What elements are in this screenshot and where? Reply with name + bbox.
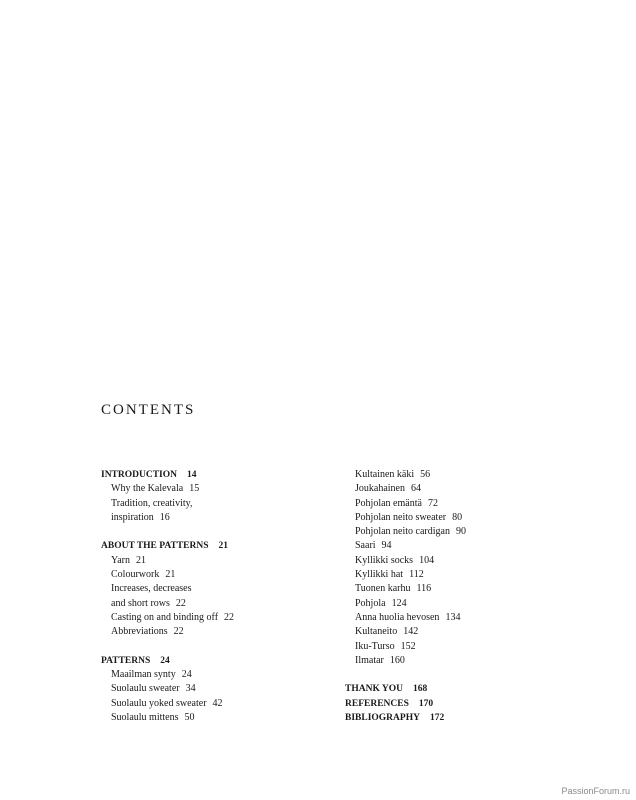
toc-page-number: 21 <box>218 541 229 552</box>
toc-label: Suolaulu sweater <box>111 683 180 695</box>
toc-label: and short rows <box>111 597 170 609</box>
toc-label: Yarn <box>111 554 130 566</box>
watermark: PassionForum.ru <box>561 786 630 796</box>
toc-label: Anna huolia hevosen <box>355 611 440 623</box>
toc-entry <box>345 611 575 625</box>
toc-page-number: 56 <box>420 469 431 480</box>
toc-label: Pohjola <box>355 597 386 609</box>
toc-section <box>345 697 575 711</box>
toc-label: Saari <box>355 540 376 552</box>
toc-page-number: 112 <box>409 569 424 581</box>
toc-page-number: 24 <box>181 669 192 681</box>
toc-page-number: 24 <box>160 655 170 666</box>
page-title: CONTENTS <box>101 402 196 418</box>
toc-label: INTRODUCTION <box>101 470 178 480</box>
toc-label: THANK YOU <box>345 684 403 695</box>
toc-label: BIBLIOGRAPHY <box>345 713 420 724</box>
toc-page-number: 22 <box>173 626 184 638</box>
toc-entry <box>345 568 575 582</box>
toc-page-number: 34 <box>185 683 196 695</box>
toc-label: REFERENCES <box>345 698 409 709</box>
toc-label: Suolaulu mittens <box>111 712 179 724</box>
toc-label: Joukahainen <box>355 483 405 495</box>
toc-label: PATTERNS <box>101 655 151 666</box>
toc-page-number: 72 <box>427 497 438 509</box>
toc-entry <box>345 525 575 539</box>
toc-entry <box>101 668 331 682</box>
toc-page-number: 22 <box>224 611 235 623</box>
toc-section <box>345 682 575 696</box>
toc-entry <box>101 582 331 596</box>
toc-page-number: 21 <box>165 569 176 581</box>
toc-label: Pohjolan neito sweater <box>355 511 447 523</box>
toc-page-number: 104 <box>419 554 435 566</box>
toc-label: Ilmatar <box>355 654 384 666</box>
toc-entry <box>101 697 331 711</box>
toc-right-column <box>345 468 575 725</box>
toc-entry <box>101 497 331 511</box>
toc-page-number: 134 <box>445 611 461 623</box>
toc-entry <box>101 554 331 568</box>
toc-entry <box>101 568 331 582</box>
toc-label: Kultainen käki <box>355 469 415 480</box>
toc-page-number: 170 <box>418 698 434 709</box>
toc-entry <box>345 539 575 553</box>
toc-label: Kyllikki socks <box>355 554 414 566</box>
toc-page-number: 152 <box>400 640 416 652</box>
toc-label: Increases, decreases <box>111 583 192 595</box>
toc-page-number: 22 <box>175 597 186 609</box>
toc-section <box>101 539 331 553</box>
toc-page-number: 142 <box>403 626 419 638</box>
toc-entry <box>101 682 331 696</box>
toc-entry <box>345 597 575 611</box>
toc-page-number: 90 <box>455 526 466 538</box>
toc-left-column <box>101 468 331 725</box>
toc-entry <box>345 468 575 482</box>
toc-page-number: 160 <box>389 654 405 666</box>
toc-label: Tuonen karhu <box>355 583 411 595</box>
toc-page-number: 116 <box>416 583 432 595</box>
toc-page-number: 42 <box>212 697 223 709</box>
toc-page-number: 14 <box>187 470 197 480</box>
toc-entry <box>101 511 331 525</box>
toc-label: inspiration <box>111 511 154 523</box>
toc-label: Pohjolan emäntä <box>355 497 422 509</box>
toc-page-number: 16 <box>159 511 170 523</box>
toc-entry <box>345 511 575 525</box>
toc-entry <box>101 611 331 625</box>
toc-entry <box>101 625 331 639</box>
toc-page-number: 94 <box>381 540 392 552</box>
toc-entry <box>345 640 575 654</box>
toc-entry <box>345 582 575 596</box>
toc-page-number: 21 <box>136 554 146 566</box>
toc-entry <box>345 625 575 639</box>
toc-section <box>101 468 331 482</box>
toc-label: Kultaneito <box>355 626 398 638</box>
toc-page-number: 124 <box>391 597 407 609</box>
toc-label: Iku-Turso <box>355 640 395 652</box>
toc-label: Pohjolan neito cardigan <box>355 526 450 538</box>
toc-page-number: 64 <box>411 483 421 495</box>
toc-label: Why the Kalevala <box>111 483 184 495</box>
toc-entry <box>345 554 575 568</box>
toc-label: Tradition, creativity, <box>111 497 193 509</box>
toc-entry <box>345 482 575 496</box>
toc-page-number: 80 <box>452 511 463 523</box>
toc-section <box>345 711 575 725</box>
toc-entry <box>345 654 575 668</box>
toc-label: Maailman synty <box>111 669 176 681</box>
toc-label: Abbreviations <box>111 626 168 638</box>
toc-page-number: 15 <box>189 483 200 495</box>
toc-page-number: 172 <box>429 713 445 724</box>
toc-entry <box>345 497 575 511</box>
toc-entry <box>101 597 331 611</box>
toc-label: ABOUT THE PATTERNS <box>101 541 209 552</box>
toc-label: Colourwork <box>111 569 160 581</box>
toc-label: Casting on and binding off <box>111 611 219 623</box>
toc-label: Kyllikki hat <box>355 569 404 581</box>
toc-page-number: 50 <box>184 712 195 724</box>
toc-page-number: 168 <box>412 684 428 695</box>
toc-section <box>101 654 331 668</box>
toc-label: Suolaulu yoked sweater <box>111 697 207 709</box>
toc-entry <box>101 711 331 725</box>
toc-entry <box>101 482 331 496</box>
